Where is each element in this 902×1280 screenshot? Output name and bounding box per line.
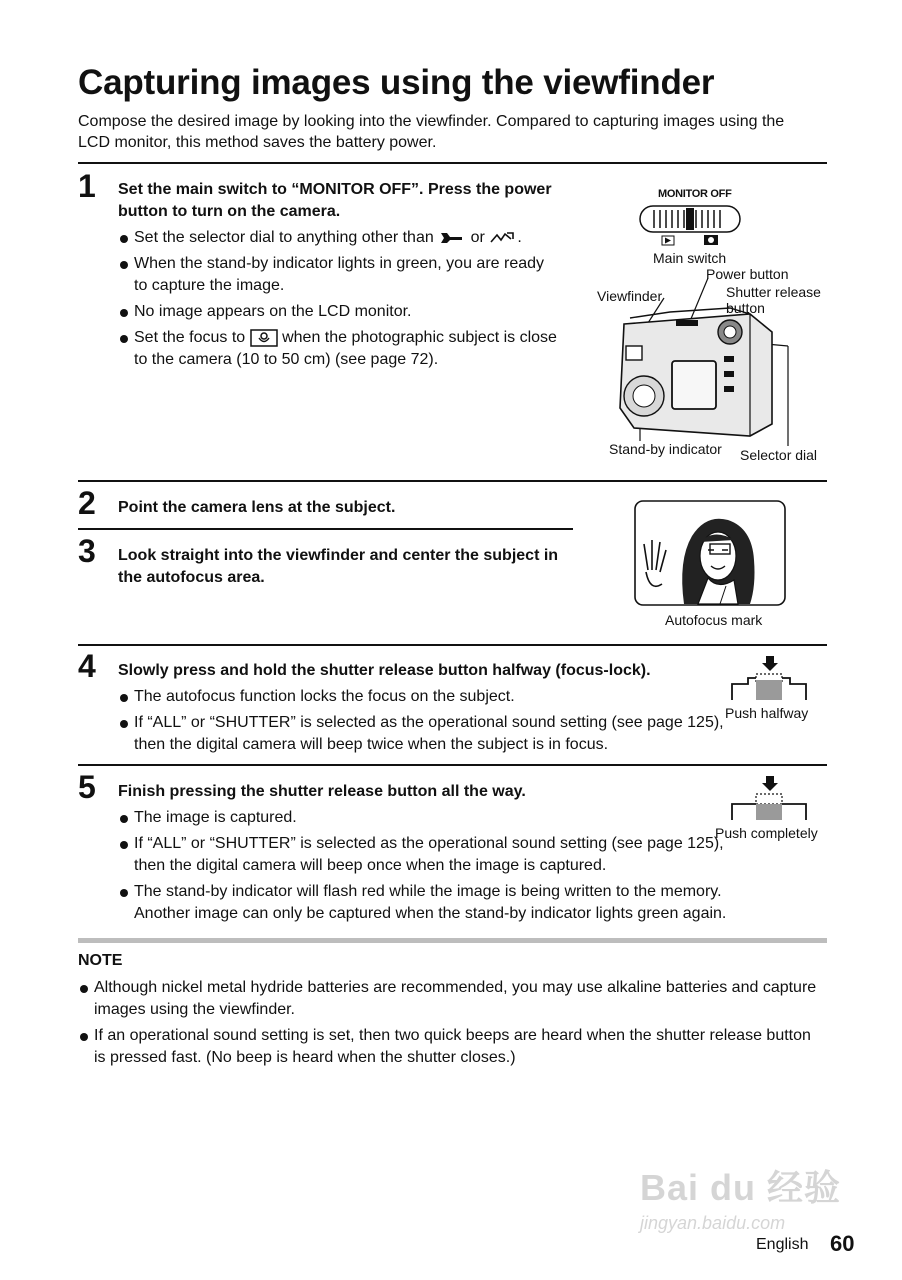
- selector-dial-label: Selector dial: [740, 447, 818, 463]
- step-2-heading: Point the camera lens at the subject.: [118, 499, 396, 516]
- list-item: [118, 327, 558, 371]
- watermark-brand: Bai du 经验: [640, 1167, 842, 1208]
- list-item: When the stand-by indicator lights in green, you are ready to capture the image.: [118, 253, 558, 297]
- step-5-number: 5: [78, 769, 96, 805]
- step-2-number: 2: [78, 485, 96, 521]
- playback-mode-icon: [489, 230, 517, 246]
- page-number: 60: [830, 1231, 855, 1256]
- step-1-number: 1: [78, 168, 96, 204]
- step-4-bullets: [118, 686, 733, 760]
- note-list: [78, 977, 823, 1073]
- step-4-number: 4: [78, 648, 96, 684]
- standby-indicator-label: Stand-by indicator: [609, 441, 722, 457]
- divider: [78, 644, 827, 646]
- list-item: No image appears on the LCD monitor.: [118, 301, 558, 323]
- step-1-bullets: [118, 227, 558, 375]
- step-5-bullets: [118, 807, 778, 929]
- setup-wrench-icon: [438, 230, 466, 246]
- note-title: NOTE: [78, 952, 123, 969]
- step-4-heading: Slowly press and hold the shutter release button halfway (focus-lock).: [118, 662, 651, 679]
- divider: [78, 480, 827, 482]
- bullet-text: Set the selector dial to anything other than: [134, 229, 434, 246]
- main-switch-label: Main switch: [653, 250, 727, 266]
- divider: [78, 764, 827, 766]
- viewfinder-label: Viewfinder: [597, 288, 663, 304]
- list-item: If “ALL” or “SHUTTER” is selected as the operational sound setting (see page 125), then the digital camera will beep once when the image is captured.: [118, 833, 734, 877]
- push-halfway-label: Push halfway: [725, 705, 809, 721]
- shutter-release-label: Shutter release button: [726, 284, 821, 316]
- camera-illustration: [600, 196, 830, 466]
- list-item: Although nickel metal hydride batteries are recommended, you may use alkaline batteries and capture images using the viewfinder.: [78, 977, 823, 1021]
- bullet-text: Set the focus to: [134, 329, 246, 346]
- divider: [78, 528, 573, 530]
- bullet-text: or: [470, 229, 485, 246]
- monitor-off-label: MONITOR OFF: [658, 188, 732, 200]
- push-completely-illustration: [730, 774, 810, 822]
- divider: [78, 162, 827, 164]
- watermark-url: jingyan.baidu.com: [640, 1213, 786, 1233]
- push-halfway-illustration: [730, 654, 810, 702]
- list-item: If an operational sound setting is set, then two quick beeps are heard when the shutter release button is pressed fast. (No beep is heard when the shutter closes.): [78, 1025, 823, 1069]
- step-1-heading: Set the main switch to “MONITOR OFF”. Press the power button to turn on the camera.: [118, 181, 552, 220]
- baidu-watermark: [640, 1160, 841, 1234]
- bullet-text: .: [517, 229, 522, 246]
- page-title: Capturing images using the viewfinder: [78, 63, 715, 102]
- step-3-number: 3: [78, 533, 96, 569]
- autofocus-mark-label: Autofocus mark: [665, 612, 763, 628]
- step-5-heading: Finish pressing the shutter release button all the way.: [118, 783, 526, 800]
- power-button-label: Power button: [706, 266, 789, 282]
- push-completely-label: Push completely: [715, 825, 818, 841]
- note-divider: [78, 938, 827, 943]
- step-3-heading: Look straight into the viewfinder and center the subject in the autofocus area.: [118, 547, 559, 586]
- autofocus-viewfinder-illustration: [634, 500, 786, 606]
- bullet-text: when the photographic subject is close to the camera (10 to 50 cm) (see page 72).: [134, 329, 557, 368]
- list-item: The stand-by indicator will flash red while the image is being written to the memory. Another image can only be captured when the stand-by indicator lights green again.: [118, 881, 778, 925]
- list-item: [118, 227, 558, 249]
- list-item: The autofocus function locks the focus on the subject.: [118, 686, 733, 708]
- footer-language: English: [756, 1236, 809, 1253]
- macro-flower-icon: [250, 329, 278, 347]
- list-item: The image is captured.: [118, 807, 778, 829]
- intro-paragraph: Compose the desired image by looking into the viewfinder. Compared to capturing images using the LCD monitor, this method saves the battery power.: [78, 113, 785, 151]
- list-item: If “ALL” or “SHUTTER” is selected as the operational sound setting (see page 125), then the digital camera will beep twice when the subject is in focus.: [118, 712, 733, 756]
